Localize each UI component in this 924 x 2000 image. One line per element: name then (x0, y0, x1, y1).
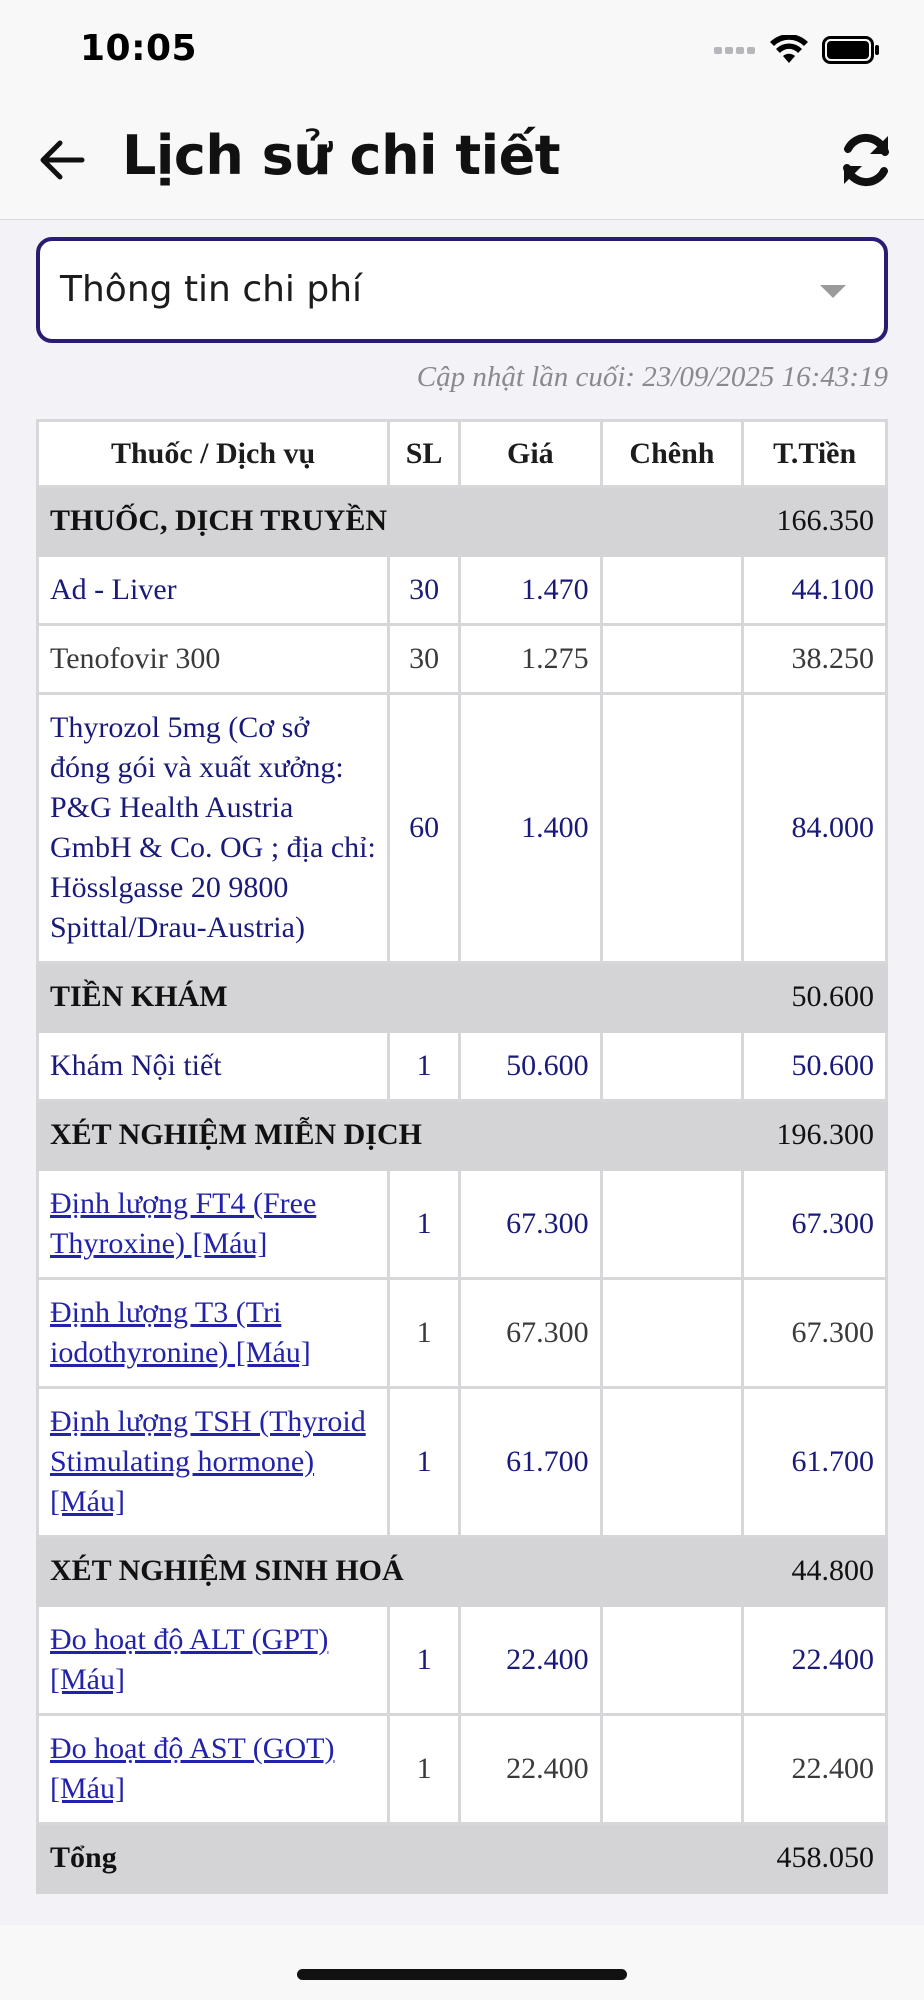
row-sl: 1 (389, 1032, 460, 1101)
header-chenh: Chênh (601, 421, 743, 487)
table-row (38, 1606, 887, 1715)
row-total: 44.100 (743, 556, 887, 625)
row-chenh (601, 1606, 743, 1715)
row-gia: 67.300 (460, 1279, 602, 1388)
row-chenh (601, 625, 743, 694)
group-amount: 166.350 (743, 487, 887, 556)
header-gia: Giá (460, 421, 602, 487)
row-name: Thyrozol 5mg (Cơ sở đóng gói và xuất xưởng: P&G Health Austria GmbH & Co. OG ; địa chỉ: Hösslgasse 20 9800 Spittal/Drau-Austria) (38, 694, 389, 963)
select-value: Thông tin chi phí (60, 269, 363, 310)
status-time: 10:05 (80, 28, 198, 69)
group-row (38, 1537, 887, 1606)
row-chenh (601, 556, 743, 625)
row-total: 67.300 (743, 1170, 887, 1279)
group-row (38, 1101, 887, 1170)
nav-bar (0, 100, 924, 220)
header-total: T.Tiền (743, 421, 887, 487)
row-total: 84.000 (743, 694, 887, 963)
table-row (38, 625, 887, 694)
header-sl: SL (389, 421, 460, 487)
row-gia: 61.700 (460, 1388, 602, 1537)
battery-icon (822, 36, 880, 64)
refresh-icon (838, 132, 894, 188)
group-title: XÉT NGHIỆM MIỄN DỊCH (38, 1101, 743, 1170)
group-title: XÉT NGHIỆM SINH HOÁ (38, 1537, 743, 1606)
row-name-link[interactable]: Đo hoạt độ AST (GOT) [Máu] (38, 1715, 389, 1824)
row-chenh (601, 1715, 743, 1824)
row-total: 22.400 (743, 1715, 887, 1824)
row-total: 38.250 (743, 625, 887, 694)
table-row (38, 1170, 887, 1279)
row-gia: 1.400 (460, 694, 602, 963)
total-amount: 458.050 (743, 1824, 887, 1893)
home-indicator-area (0, 1925, 924, 2000)
total-label: Tổng (38, 1824, 743, 1893)
wifi-icon (770, 35, 808, 65)
row-name: Tenofovir 300 (38, 625, 389, 694)
arrow-left-icon (38, 138, 86, 182)
signal-icon (714, 45, 756, 55)
row-sl: 30 (389, 625, 460, 694)
group-amount: 44.800 (743, 1537, 887, 1606)
row-chenh (601, 1279, 743, 1388)
group-title: THUỐC, DỊCH TRUYỀN (38, 487, 743, 556)
row-gia: 1.275 (460, 625, 602, 694)
row-name: Khám Nội tiết (38, 1032, 389, 1101)
group-amount: 196.300 (743, 1101, 887, 1170)
table-header-row (38, 421, 887, 487)
row-chenh (601, 1032, 743, 1101)
row-sl: 1 (389, 1388, 460, 1537)
group-row (38, 963, 887, 1032)
caret-down-icon (820, 285, 846, 298)
row-chenh (601, 1170, 743, 1279)
group-row (38, 487, 887, 556)
content-area (0, 221, 924, 1925)
group-title: TIỀN KHÁM (38, 963, 743, 1032)
row-name: Ad - Liver (38, 556, 389, 625)
row-name-link[interactable]: Đo hoạt độ ALT (GPT) [Máu] (38, 1606, 389, 1715)
row-total: 67.300 (743, 1279, 887, 1388)
row-sl: 30 (389, 556, 460, 625)
home-indicator[interactable] (297, 1969, 627, 1980)
page-title: Lịch sử chi tiết (122, 124, 561, 187)
last-updated-text: Cập nhật lần cuối: 23/09/2025 16:43:19 (416, 361, 888, 393)
table-row (38, 1388, 887, 1537)
row-chenh (601, 694, 743, 963)
row-total: 61.700 (743, 1388, 887, 1537)
row-chenh (601, 1388, 743, 1537)
table-row (38, 1715, 887, 1824)
row-gia: 1.470 (460, 556, 602, 625)
table-row (38, 694, 887, 963)
row-gia: 22.400 (460, 1606, 602, 1715)
row-sl: 1 (389, 1606, 460, 1715)
info-type-select[interactable] (36, 237, 888, 343)
group-amount: 50.600 (743, 963, 887, 1032)
row-gia: 67.300 (460, 1170, 602, 1279)
table-row (38, 1279, 887, 1388)
back-button[interactable] (30, 128, 94, 192)
table-row (38, 1032, 887, 1101)
header-name: Thuốc / Dịch vụ (38, 421, 389, 487)
status-bar (0, 0, 924, 100)
row-name-link[interactable]: Định lượng T3 (Tri iodothyronine) [Máu] (38, 1279, 389, 1388)
row-name-link[interactable]: Định lượng TSH (Thyroid Stimulating hormone) [Máu] (38, 1388, 389, 1537)
row-sl: 60 (389, 694, 460, 963)
row-name-link[interactable]: Định lượng FT4 (Free Thyroxine) [Máu] (38, 1170, 389, 1279)
row-gia: 50.600 (460, 1032, 602, 1101)
row-sl: 1 (389, 1170, 460, 1279)
total-row (38, 1824, 887, 1893)
status-icons (714, 34, 880, 66)
table-row (38, 556, 887, 625)
row-sl: 1 (389, 1279, 460, 1388)
row-total: 22.400 (743, 1606, 887, 1715)
row-sl: 1 (389, 1715, 460, 1824)
cost-table (36, 419, 888, 1894)
row-total: 50.600 (743, 1032, 887, 1101)
refresh-button[interactable] (832, 126, 900, 194)
row-gia: 22.400 (460, 1715, 602, 1824)
